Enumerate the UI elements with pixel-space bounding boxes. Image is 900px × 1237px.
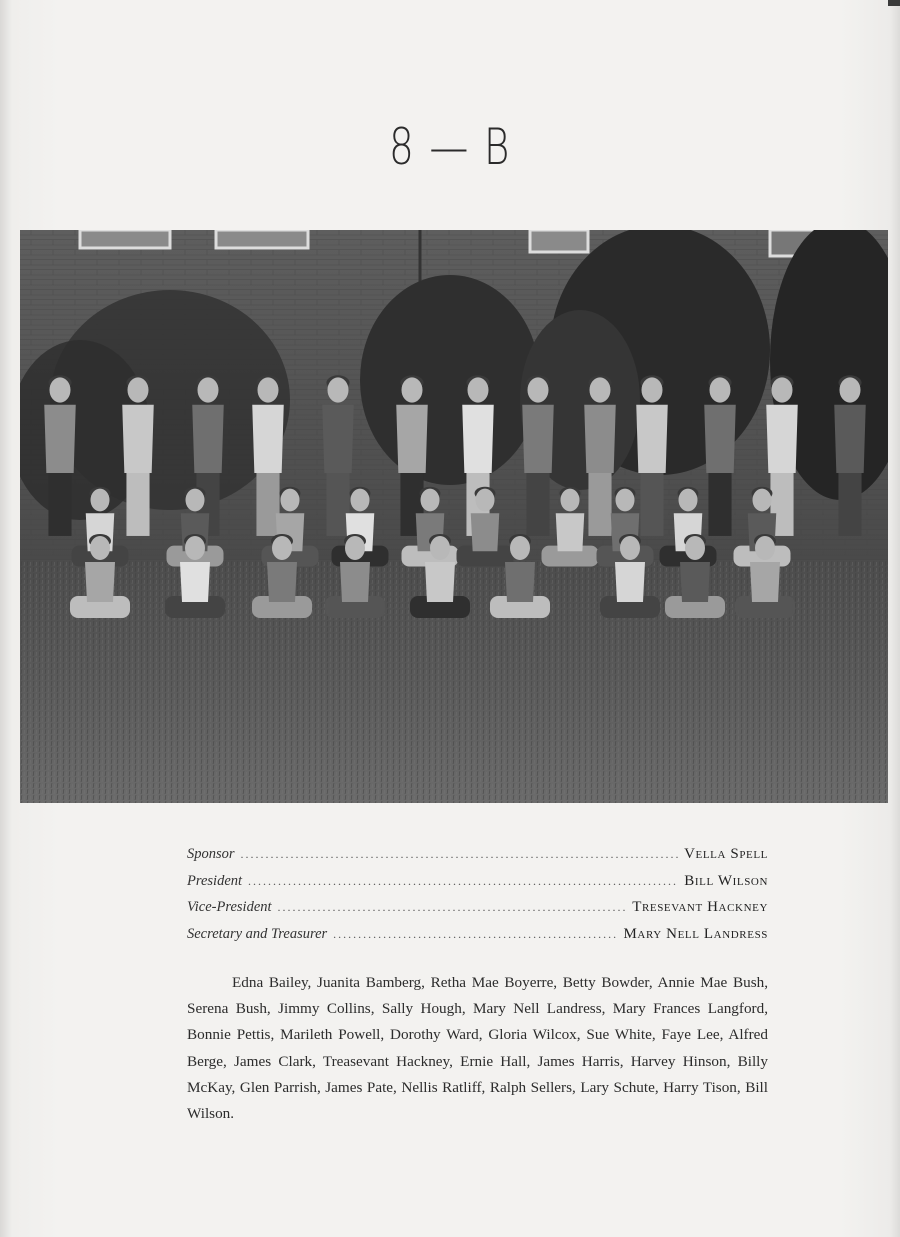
dot-leader (278, 900, 627, 915)
class-group-photo (20, 230, 888, 803)
officer-role: President (187, 872, 243, 889)
page-edge-mark (888, 0, 900, 6)
dot-leader (248, 874, 678, 889)
officer-name: Vella Spell (684, 846, 768, 862)
officer-name: Bill Wilson (684, 872, 768, 889)
dot-leader (241, 847, 679, 862)
officer-role: Secretary and Treasurer (187, 925, 328, 942)
photo-illustration (20, 230, 888, 803)
class-members-paragraph: Edna Bailey, Juanita Bamberg, Retha Mae Boyerre, Betty Bowder, Annie Mae Bush, Serena Bush, Jimmy Collins, Sally Hough, Mary Nell Landress, Mary Frances Langford, Bonnie Pettis, Marileth Powell, Dorothy Ward, Gloria Wilcox, Sue White, Faye Lee, Alfred Berge, James Clark, Treasevant Hackney, Ernie Hall, James Harris, Harvey Hinson, Billy McKay, Glen Parrish, James Pate, Nellis Ratliff, Ralph Sellers, Lary Schute, Harry Tison, Bill Wilson. (187, 974, 768, 1123)
page-title: 8 — B (389, 118, 511, 176)
officer-row-sponsor (187, 846, 768, 873)
officer-role: Sponsor (187, 846, 235, 862)
officer-row-secretary-treasurer (187, 926, 768, 953)
officer-row-president (187, 873, 768, 900)
officer-name: Mary Nell Landress (623, 925, 768, 942)
officer-role: Vice-President (187, 899, 272, 915)
officer-name: Tresevant Hackney (632, 899, 768, 915)
officer-row-vice-president (187, 899, 768, 926)
dot-leader (333, 927, 617, 942)
officers-list (187, 846, 768, 952)
